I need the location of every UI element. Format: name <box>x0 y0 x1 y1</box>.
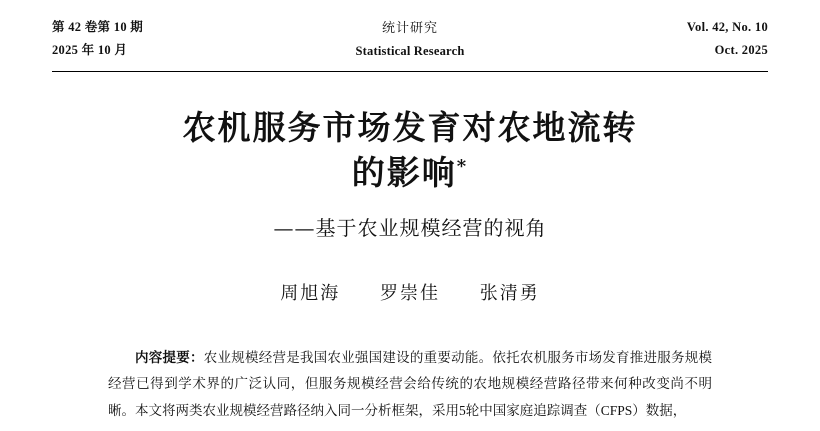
abstract-label: 内容提要： <box>135 349 204 365</box>
masthead-date-en: Oct. 2025 <box>714 43 768 58</box>
author-name: 张清勇 <box>479 282 540 304</box>
masthead-volume-info-en <box>598 16 768 62</box>
masthead-volume-issue: 第 42 卷第 10 期 <box>52 20 144 34</box>
author-name: 罗崇佳 <box>380 282 440 304</box>
abstract-paragraph <box>108 345 712 424</box>
masthead-divider <box>52 71 768 72</box>
page-title-line-2-text: 的影响 <box>351 153 457 193</box>
running-head <box>52 0 768 69</box>
journal-name-cn: 统计研究 <box>381 20 438 35</box>
masthead-date-cn: 2025 年 10 月 <box>52 43 128 58</box>
abstract-section <box>52 345 768 424</box>
author-list <box>52 279 768 305</box>
page-title-line-2 <box>52 151 768 196</box>
masthead-volume-issue-en: Vol. 42, No. 10 <box>686 20 768 34</box>
page-title-line-1: 农机服务市场发育对农地流转 <box>182 108 638 148</box>
article-title-block <box>52 106 768 241</box>
masthead-journal-name <box>222 16 598 63</box>
journal-name-en: Statistical Research <box>355 44 465 59</box>
masthead-volume-info <box>52 16 222 62</box>
author-name: 周旭海 <box>280 282 341 304</box>
title-footnote-marker: * <box>456 156 469 178</box>
article-subtitle: ——基于农业规模经营的视角 <box>273 215 547 240</box>
abstract-text: 农业规模经营是我国农业强国建设的重要动能。依托农机服务市场发育推进服务规模经营已得到学术界的广泛认同，但服务规模经营会给传统的农地规模经营路径带来何种改变尚不明晰。本文将两类农业规模经营路径纳入同一分析框架，采用5轮中国家庭追踪调查（CFPS）数据， <box>108 349 713 418</box>
